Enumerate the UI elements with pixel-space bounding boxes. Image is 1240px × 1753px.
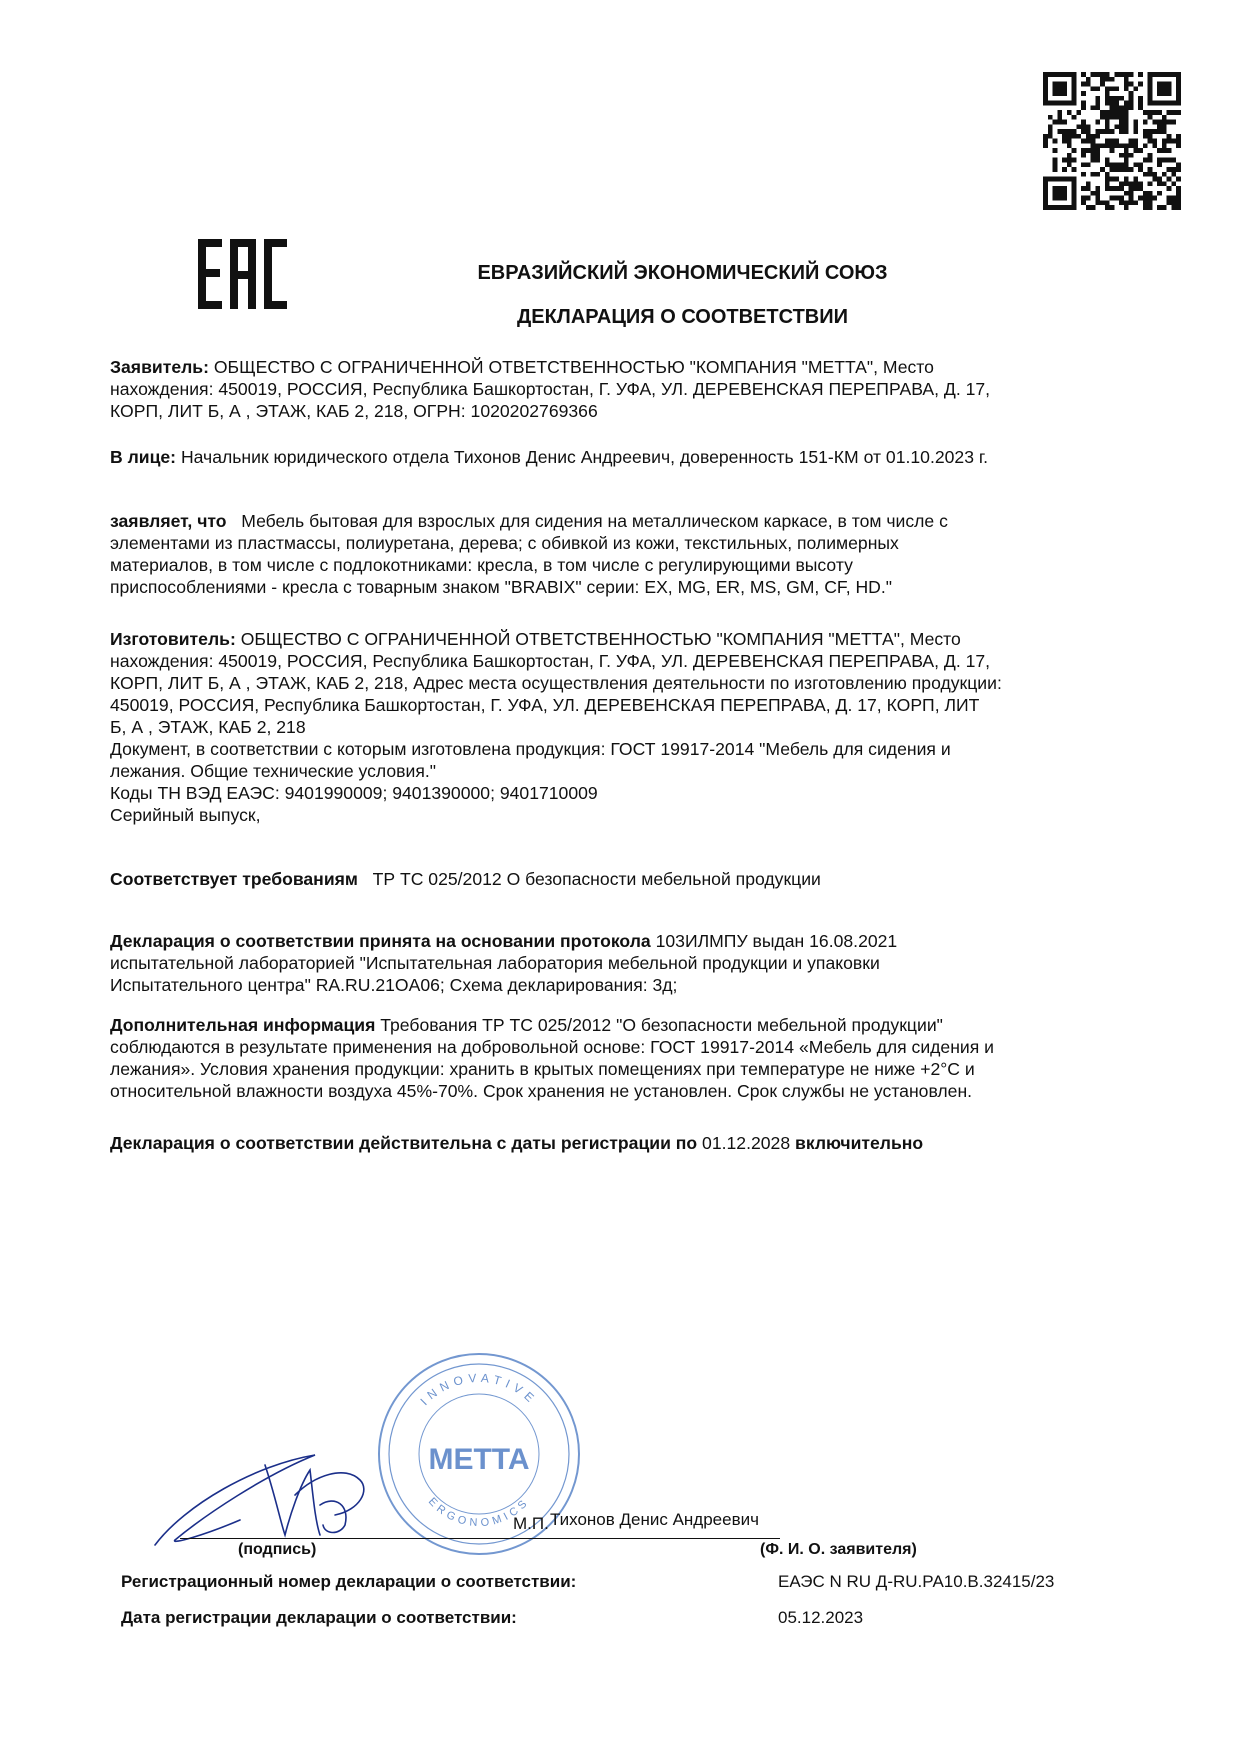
document-basis-line: Документ, в соответствии с которым изготовлена продукция: ГОСТ 19917-2014 "Мебель для сидения и [110,739,951,759]
registration-date-label: Дата регистрации декларации о соответствии: [121,1608,517,1627]
signatory-name: Тихонов Денис Андреевич [550,1510,759,1529]
declares-section [110,510,1150,598]
basis-section [110,930,1150,996]
manufacturer-line: Б, А , ЭТАЖ, КАБ 2, 218 [110,717,306,737]
validity-section [110,1132,1150,1154]
declares-line: элементами из пластмассы, полиуретана, дерева; с обивкой из кожи, текстильных, полимерных [110,533,899,553]
additional-info-line: относительной влажности воздуха 45%-70%. Срок хранения не установлен. Срок службы не установлен. [110,1081,973,1101]
eac-logo [196,237,289,311]
additional-info-line: Требования ТР ТС 025/2012 "О безопасности мебельной продукции" [380,1015,943,1035]
registration-number-label: Регистрационный номер декларации о соответствии: [121,1572,577,1591]
manufacturer-label: Изготовитель: [110,629,236,649]
validity-label: Декларация о соответствии действительна с даты регистрации по [110,1133,698,1153]
hs-codes-line: Коды ТН ВЭД ЕАЭС: 9401990009; 9401390000; 9401710009 [110,783,598,803]
declares-line: материалов, в том числе с подлокотниками: кресла, в том числе с регулирующими высоту [110,555,853,575]
applicant-line: ОБЩЕСТВО С ОГРАНИЧЕННОЙ ОТВЕТСТВЕННОСТЬЮ "КОМПАНИЯ "МЕТТА", Место [213,357,934,377]
conformity-section [110,868,1150,890]
representative-section [110,446,1150,468]
basis-line: Испытательного центра" RA.RU.21OA06; Схема декларирования: 3д; [110,975,678,995]
conformity-label: Соответствует требованиям [110,869,358,889]
stamp-bottom-text: ERGONOMICS [425,1495,533,1530]
representative-text: Начальник юридического отдела Тихонов Денис Андреевич, доверенность 151-КМ от 01.10.2023 г. [180,447,989,467]
validity-date: 01.12.2028 [702,1133,791,1153]
additional-info-line: соблюдаются в результате применения на добровольной основе: ГОСТ 19917-2014 «Мебель для сидения и [110,1037,994,1057]
conformity-text: ТР ТС 025/2012 О безопасности мебельной продукции [372,869,821,889]
stamp-top-text: INNOVATIVE [417,1370,541,1409]
representative-label: В лице: [110,447,177,467]
manufacturer-line: ОБЩЕСТВО С ОГРАНИЧЕННОЙ ОТВЕТСТВЕННОСТЬЮ "КОМПАНИЯ "МЕТТА", Место [240,629,961,649]
handwritten-signature [145,1435,385,1555]
mp-label: М.П. [513,1514,549,1533]
declares-label: заявляет, что [110,511,227,531]
serial-production-line: Серийный выпуск, [110,805,261,825]
applicant-line: КОРП, ЛИТ Б, А , ЭТАЖ, КАБ 2, 218, ОГРН: 1020202769366 [110,401,598,421]
stamp-brand: METTA [428,1443,530,1476]
basis-label: Декларация о соответствии принята на основании протокола [110,931,651,951]
basis-line: 103ИЛМПУ выдан 16.08.2021 [655,931,898,951]
registration-number-value: ЕАЭС N RU Д-RU.РА10.В.32415/23 [778,1572,1055,1591]
signature-line [180,1538,780,1539]
document-basis-line: лежания. Общие технические условия." [110,761,437,781]
manufacturer-line: КОРП, ЛИТ Б, А , ЭТАЖ, КАБ 2, 218, Адрес места осуществления деятельности по изготовлению продукции: [110,673,1002,693]
name-caption: (Ф. И. О. заявителя) [760,1541,917,1558]
additional-info-label: Дополнительная информация [110,1015,376,1035]
manufacturer-line: 450019, РОССИЯ, Республика Башкортостан, Г. УФА, УЛ. ДЕРЕВЕНСКАЯ ПЕРЕПРАВА, Д. 17, КОРП, ЛИТ [110,695,980,715]
manufacturer-line: нахождения: 450019, РОССИЯ, Республика Башкортостан, Г. УФА, УЛ. ДЕРЕВЕНСКАЯ ПЕРЕПРАВА, Д. 17, [110,651,991,671]
registration-date-value: 05.12.2023 [778,1608,864,1627]
signature-caption: (подпись) [238,1541,317,1558]
applicant-section [110,356,1150,422]
declares-line: Мебель бытовая для взрослых для сидения на металлическом каркасе, в том числе с [241,511,948,531]
additional-info-line: лежания». Условия хранения продукции: хранить в крытых помещениях при температуре не ниже +2°С и [110,1059,975,1079]
manufacturer-section [110,628,1150,826]
svg-text:INNOVATIVE [417,1371,540,1408]
basis-line: испытательной лабораторией "Испытательная лаборатория мебельной продукции и упаковки [110,953,880,973]
applicant-label: Заявитель: [110,357,209,377]
declares-line: приспособлениями - кресла с товарным знаком "BRABIX" серии: EX, MG, ER, MS, GM, CF, HD." [110,577,893,597]
additional-info-section [110,1014,1150,1102]
qr-code-icon [1043,72,1181,210]
document-title: ДЕКЛАРАЦИЯ О СООТВЕТСТВИИ [517,306,848,328]
validity-suffix: включительно [795,1133,924,1153]
union-title: ЕВРАЗИЙСКИЙ ЭКОНОМИЧЕСКИЙ СОЮЗ [477,262,888,284]
applicant-line: нахождения: 450019, РОССИЯ, Республика Башкортостан, Г. УФА, УЛ. ДЕРЕВЕНСКАЯ ПЕРЕПРАВА, Д. 17, [110,379,991,399]
